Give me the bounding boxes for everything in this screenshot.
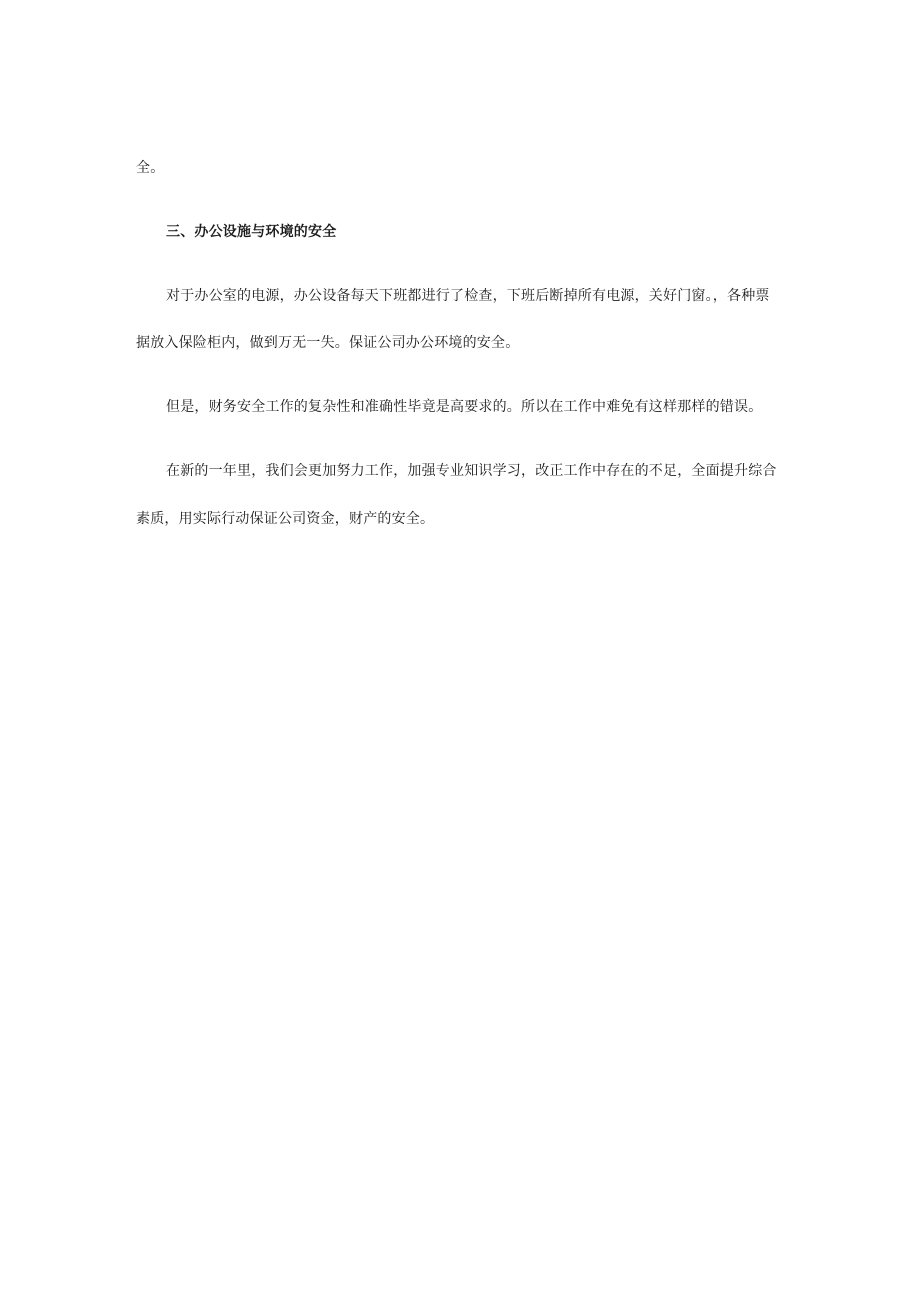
paragraph-line: 对于办公室的电源，办公设备每天下班都进行了检查，下班后断掉所有电源，关好门窗。，各种票 [166, 288, 770, 304]
section-heading: 三、办公设施与环境的安全 [166, 224, 337, 240]
paragraph-line: 在新的一年里，我们会更加努力工作，加强专业知识学习，改正工作中存在的不足，全面提升综合 [166, 463, 777, 479]
continuation-text: 全。 [136, 160, 165, 176]
paragraph-line: 素质，用实际行动保证公司资金，财产的安全。 [136, 511, 435, 527]
paragraph-line: 但是，财务安全工作的复杂性和准确性毕竟是高要求的。所以在工作中难免有这样那样的错误。 [166, 399, 763, 415]
paragraph-line: 据放入保险柜内，做到万无一失。保证公司办公环境的安全。 [136, 335, 520, 351]
